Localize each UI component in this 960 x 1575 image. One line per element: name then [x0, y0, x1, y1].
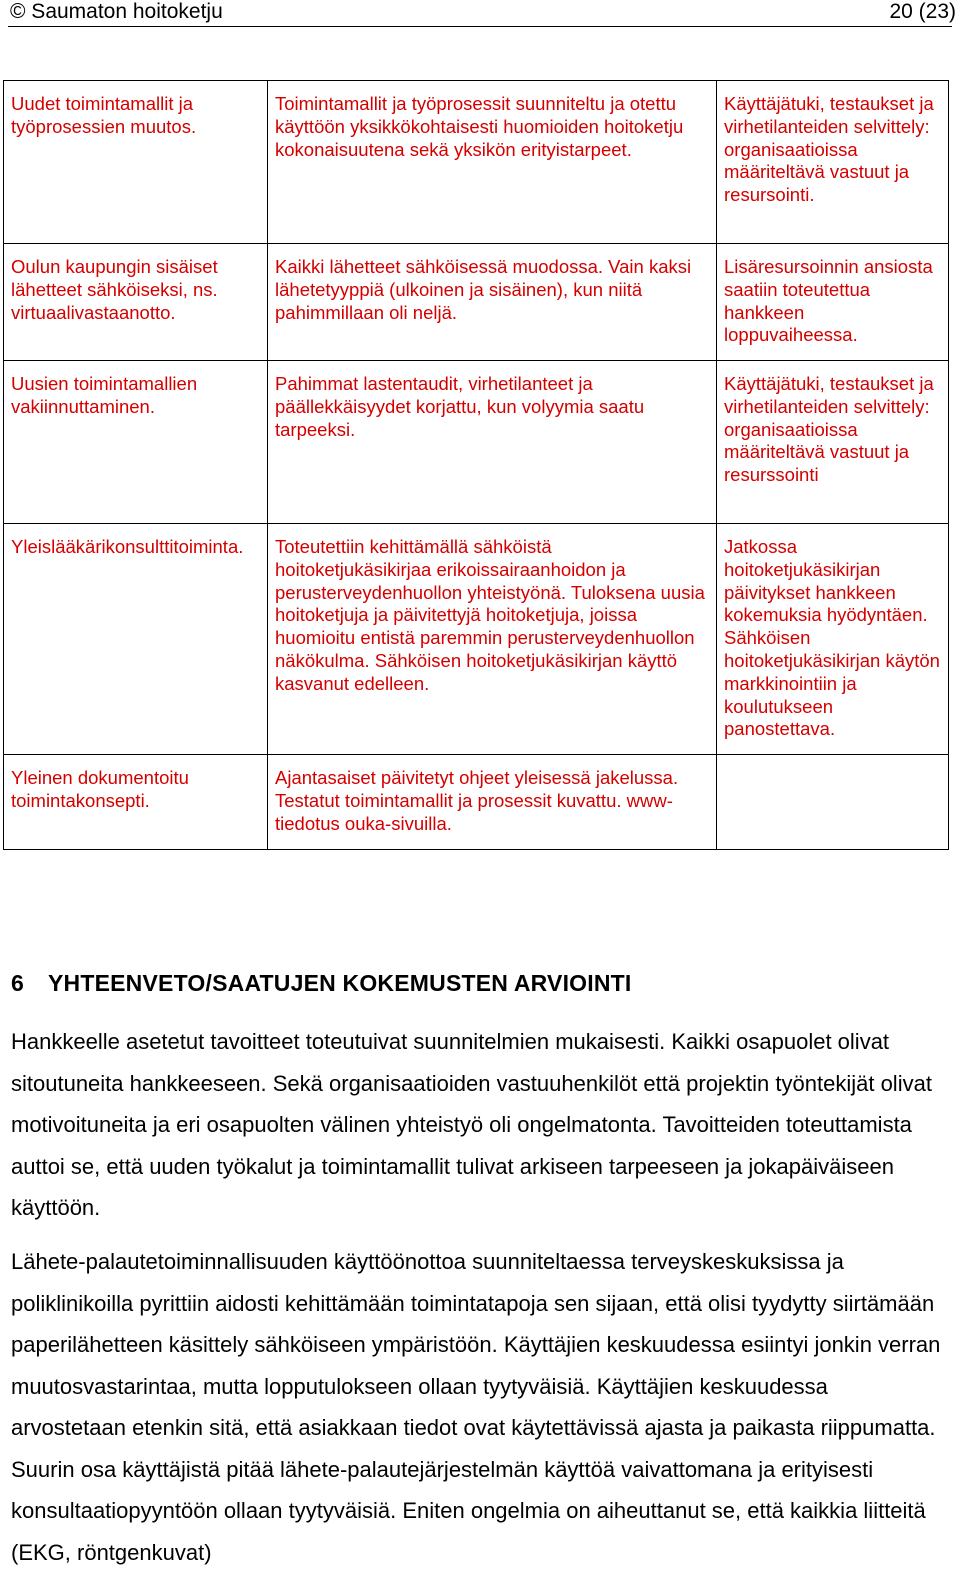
page-header: [8, 0, 956, 27]
table-cell-note: [717, 755, 949, 850]
table-cell-goal: Uusien toimintamallien vakiinnuttaminen.: [4, 361, 268, 524]
table-cell-goal: Uudet toimintamallit ja työprosessien muutos.: [4, 81, 268, 244]
section-number: 6: [11, 970, 24, 996]
table-cell-goal: Yleislääkärikonsulttitoiminta.: [4, 524, 268, 755]
table-cell-note: Käyttäjätuki, testaukset ja virhetilanteiden selvittely: organisaatioissa määriteltävä vastuut ja resursointi.: [717, 81, 949, 244]
table-row: [4, 524, 949, 755]
table-row: [4, 244, 949, 361]
section-heading: [11, 970, 632, 997]
section-title: YHTEENVETO/SAATUJEN KOKEMUSTEN ARVIOINTI: [48, 970, 632, 996]
table-cell-goal: Yleinen dokumentoitu toimintakonsepti.: [4, 755, 268, 850]
header-page-number: 20 (23): [889, 0, 956, 23]
body-paragraph: [11, 1241, 946, 1573]
table-cell-result: Kaikki lähetteet sähköisessä muodossa. Vain kaksi lähetetyyppiä (ulkoinen ja sisäinen), kun niitä pahimmillaan oli neljä.: [268, 244, 717, 361]
header-document-title: © Saumaton hoitoketju: [10, 0, 223, 23]
paragraph-text: Hankkeelle asetetut tavoitteet toteutuivat suunnitelmien mukaisesti. Kaikki osapuolet olivat sitoutuneita hankkeeseen. Sekä organisaatioiden vastuuhenkilöt että projektin työntekijät olivat motivoituneita ja eri osapuolten välinen yhteistyö oli ongelmatonta. Tavoitteiden toteuttamista auttoi se, että uuden työkalut ja toimintamallit tulivat arkiseen tarpeeseen ja jokapäiväiseen käyttöön.: [11, 1029, 932, 1220]
table-row: [4, 755, 949, 850]
table-row: [4, 361, 949, 524]
table-row: [4, 81, 949, 244]
table-cell-goal: Oulun kaupungin sisäiset lähetteet sähköiseksi, ns. virtuaalivastaanotto.: [4, 244, 268, 361]
paragraph-text: Lähete-palautetoiminnallisuuden käyttöönottoa suunniteltaessa terveyskeskuksissa ja poliklinikoilla pyrittiin aidosti kehittämään toimintatapoja sen sijaan, että olisi tyydytty siirtämään paperilähetteen käsittely sähköiseen ympäristöön. Käyttäjien keskuudessa esiintyi jonkin verran muutosvastarintaa, mutta lopputulokseen ollaan tyytyväisiä. Käyttäjien keskuudessa arvostetaan etenkin sitä, että asiakkaan tiedot ovat käytettävissä ajasta ja paikasta riippumatta. Suurin osa käyttäjistä pitää lähete-palautejärjestelmän käyttöä vaivattomana ja erityisesti konsultaatiopyyntöön ollaan tyytyväisiä. Eniten ongelmia on aiheuttanut se, että kaikkia liitteitä (EKG, röntgenkuvat): [11, 1249, 941, 1565]
table-cell-note: Käyttäjätuki, testaukset ja virhetilanteiden selvittely: organisaatioissa määriteltävä vastuut ja resurssointi: [717, 361, 949, 524]
table-cell-note: Lisäresursoinnin ansiosta saatiin toteutettua hankkeen loppuvaiheessa.: [717, 244, 949, 361]
table-cell-note: Jatkossa hoitoketjukäsikirjan päivitykset hankkeen kokemuksia hyödyntäen. Sähköisen hoitoketjukäsikirjan käytön markkinointiin ja koulutukseen panostettava.: [717, 524, 949, 755]
table-cell-result: Ajantasaiset päivitetyt ohjeet yleisessä jakelussa. Testatut toimintamallit ja prosessit kuvattu. www-tiedotus ouka-sivuilla.: [268, 755, 717, 850]
body-paragraph: [11, 1021, 946, 1229]
table-cell-result: Toimintamallit ja työprosessit suunniteltu ja otettu käyttöön yksikkökohtaisesti huomioiden hoitoketju kokonaisuutena sekä yksikön erityistarpeet.: [268, 81, 717, 244]
table-cell-result: Pahimmat lastentaudit, virhetilanteet ja päällekkäisyydet korjattu, kun volyymia saatu tarpeeksi.: [268, 361, 717, 524]
table-cell-result: Toteutettiin kehittämällä sähköistä hoitoketjukäsikirjaa erikoissairaanhoidon ja perusterveydenhuollon yhteistyönä. Tuloksena uusia hoitoketjuja ja päivitettyjä hoitoketjuja, joissa huomioitu entistä paremmin perusterveydenhuollon näkökulma. Sähköisen hoitoketjukäsikirjan käyttö kasvanut edelleen.: [268, 524, 717, 755]
results-table: [3, 80, 949, 850]
